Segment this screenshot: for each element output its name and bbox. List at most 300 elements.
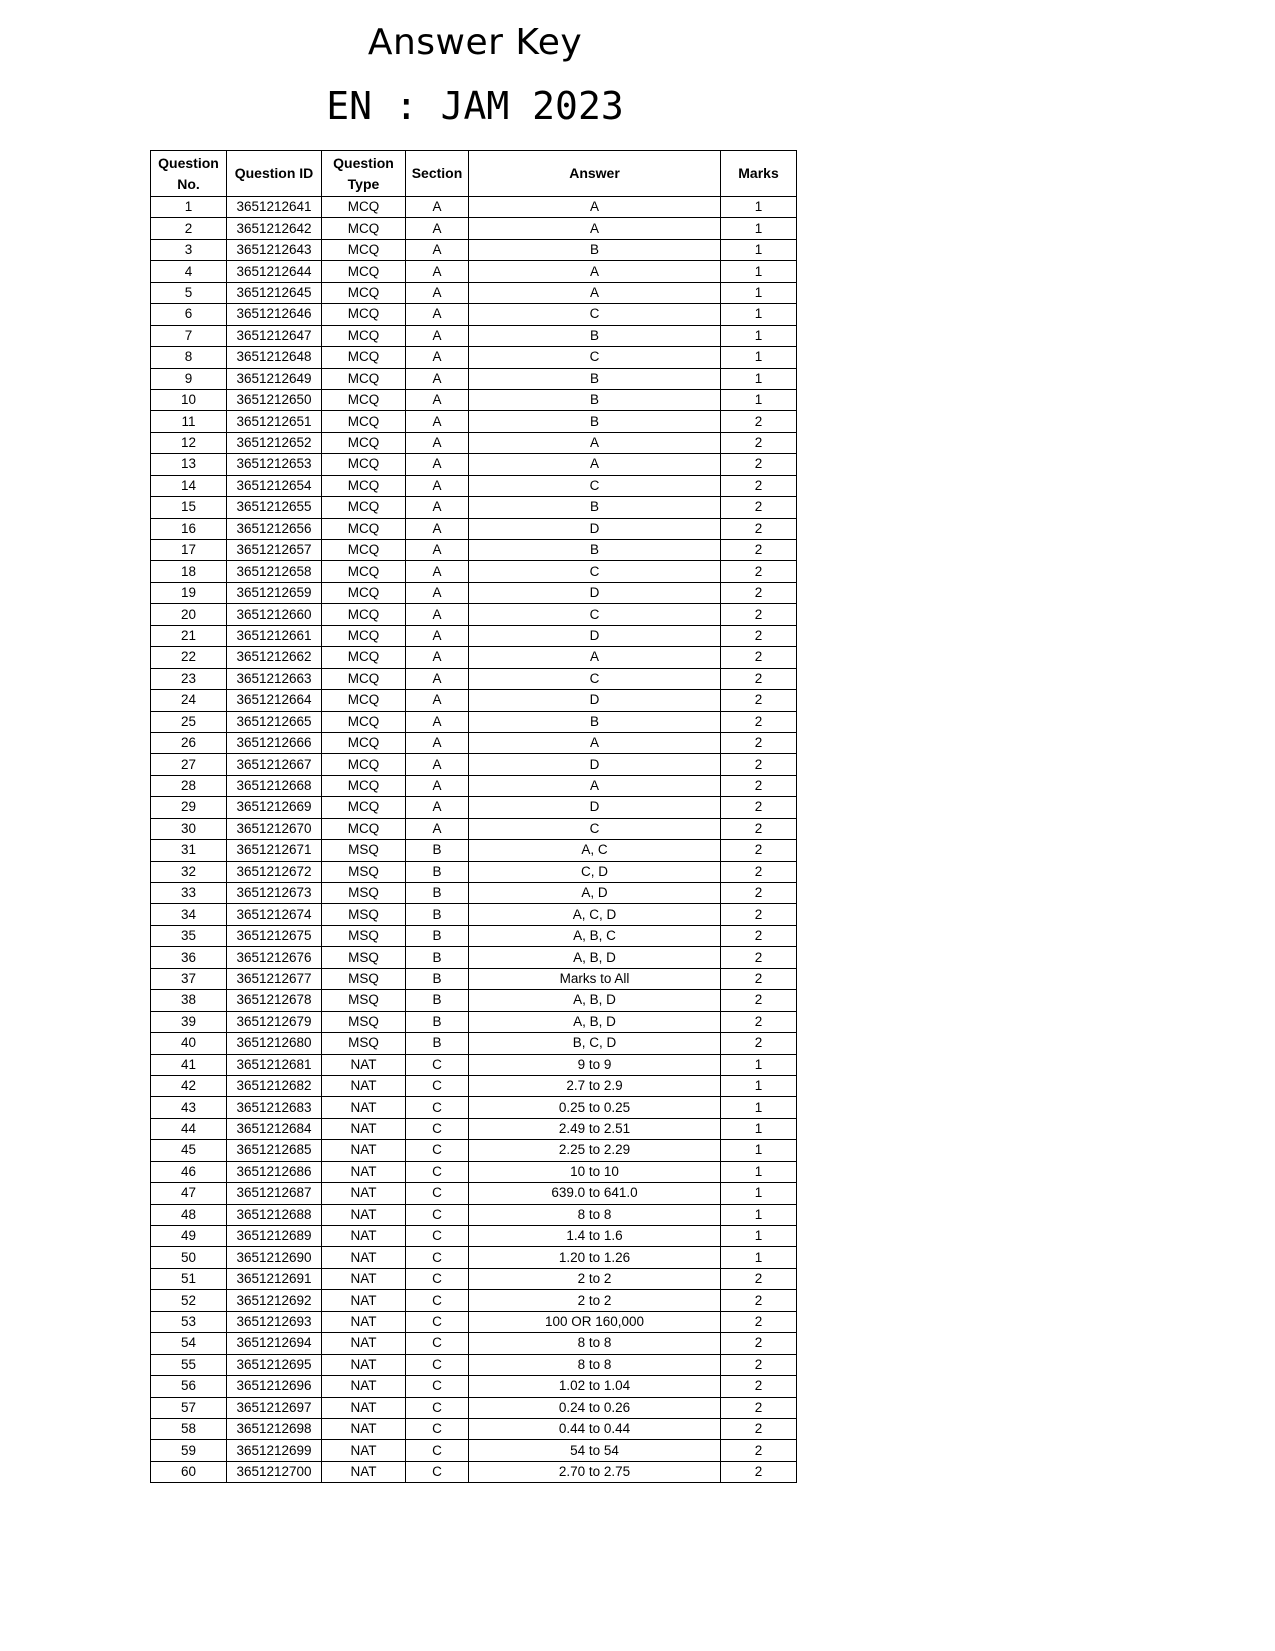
table-row: [151, 282, 797, 303]
cell-marks: 2: [721, 883, 797, 904]
cell-marks: 2: [721, 968, 797, 989]
table-row: [151, 647, 797, 668]
cell-question-no: 29: [151, 797, 227, 818]
cell-question-type: MCQ: [322, 389, 406, 410]
cell-question-type: NAT: [322, 1118, 406, 1139]
page-title: Answer Key: [367, 22, 583, 63]
cell-question-type: MSQ: [322, 925, 406, 946]
cell-section: C: [406, 1075, 469, 1096]
cell-question-id: 3651212649: [227, 368, 322, 389]
cell-question-no: 34: [151, 904, 227, 925]
table-row: [151, 1397, 797, 1418]
cell-question-type: MCQ: [322, 711, 406, 732]
cell-section: C: [406, 1118, 469, 1139]
cell-question-type: NAT: [322, 1161, 406, 1182]
table-row: [151, 861, 797, 882]
cell-question-type: MCQ: [322, 775, 406, 796]
cell-marks: 2: [721, 1354, 797, 1375]
cell-question-type: MCQ: [322, 818, 406, 839]
cell-question-id: 3651212653: [227, 454, 322, 475]
cell-section: A: [406, 797, 469, 818]
table-row: [151, 904, 797, 925]
table-row: [151, 218, 797, 239]
cell-section: A: [406, 582, 469, 603]
table-row: [151, 797, 797, 818]
table-row: [151, 1268, 797, 1289]
cell-section: A: [406, 818, 469, 839]
cell-question-type: NAT: [322, 1097, 406, 1118]
cell-question-no: 11: [151, 411, 227, 432]
cell-question-type: MCQ: [322, 732, 406, 753]
table-row: [151, 582, 797, 603]
cell-question-type: NAT: [322, 1354, 406, 1375]
cell-answer: C, D: [469, 861, 721, 882]
cell-marks: 2: [721, 518, 797, 539]
cell-answer: 639.0 to 641.0: [469, 1183, 721, 1204]
table-body: [151, 197, 797, 1483]
cell-question-type: NAT: [322, 1397, 406, 1418]
cell-section: B: [406, 990, 469, 1011]
cell-question-id: 3651212642: [227, 218, 322, 239]
cell-question-id: 3651212689: [227, 1226, 322, 1247]
cell-question-type: MCQ: [322, 261, 406, 282]
cell-marks: 2: [721, 818, 797, 839]
cell-section: C: [406, 1054, 469, 1075]
cell-question-type: MSQ: [322, 1033, 406, 1054]
cell-answer: D: [469, 625, 721, 646]
cell-section: B: [406, 1033, 469, 1054]
table-row: [151, 1118, 797, 1139]
cell-answer: A: [469, 775, 721, 796]
cell-marks: 2: [721, 1011, 797, 1032]
cell-answer: 1.02 to 1.04: [469, 1376, 721, 1397]
cell-question-no: 49: [151, 1226, 227, 1247]
cell-section: C: [406, 1161, 469, 1182]
cell-marks: 2: [721, 561, 797, 582]
cell-question-type: MCQ: [322, 561, 406, 582]
cell-question-id: 3651212664: [227, 690, 322, 711]
cell-answer: A, C: [469, 840, 721, 861]
cell-question-id: 3651212681: [227, 1054, 322, 1075]
cell-question-no: 42: [151, 1075, 227, 1096]
table-row: [151, 1054, 797, 1075]
cell-question-no: 30: [151, 818, 227, 839]
cell-marks: 1: [721, 304, 797, 325]
cell-question-id: 3651212688: [227, 1204, 322, 1225]
cell-question-type: NAT: [322, 1461, 406, 1482]
cell-question-id: 3651212652: [227, 432, 322, 453]
cell-question-type: MSQ: [322, 861, 406, 882]
cell-question-id: 3651212663: [227, 668, 322, 689]
cell-question-id: 3651212691: [227, 1268, 322, 1289]
cell-question-id: 3651212690: [227, 1247, 322, 1268]
cell-answer: B: [469, 239, 721, 260]
table-row: [151, 432, 797, 453]
cell-section: B: [406, 861, 469, 882]
cell-question-type: MSQ: [322, 968, 406, 989]
cell-question-id: 3651212641: [227, 197, 322, 218]
header-question-no: Question No.: [151, 151, 227, 197]
cell-question-id: 3651212646: [227, 304, 322, 325]
cell-question-type: MCQ: [322, 368, 406, 389]
cell-question-type: MCQ: [322, 239, 406, 260]
cell-section: A: [406, 197, 469, 218]
cell-question-no: 33: [151, 883, 227, 904]
cell-question-id: 3651212645: [227, 282, 322, 303]
cell-question-no: 1: [151, 197, 227, 218]
cell-question-id: 3651212683: [227, 1097, 322, 1118]
cell-question-no: 4: [151, 261, 227, 282]
cell-marks: 1: [721, 368, 797, 389]
cell-section: A: [406, 411, 469, 432]
table-row: [151, 925, 797, 946]
answer-key-table: [150, 150, 797, 1483]
cell-section: A: [406, 561, 469, 582]
table-row: [151, 1290, 797, 1311]
table-row: [151, 1354, 797, 1375]
cell-question-no: 32: [151, 861, 227, 882]
cell-marks: 1: [721, 1118, 797, 1139]
cell-section: C: [406, 1226, 469, 1247]
cell-answer: A: [469, 261, 721, 282]
cell-marks: 2: [721, 411, 797, 432]
cell-question-no: 28: [151, 775, 227, 796]
cell-question-type: MCQ: [322, 604, 406, 625]
table-row: [151, 1204, 797, 1225]
cell-marks: 2: [721, 754, 797, 775]
cell-section: A: [406, 497, 469, 518]
cell-marks: 1: [721, 261, 797, 282]
cell-answer: A, B, C: [469, 925, 721, 946]
cell-question-id: 3651212675: [227, 925, 322, 946]
cell-question-no: 21: [151, 625, 227, 646]
cell-question-id: 3651212650: [227, 389, 322, 410]
cell-marks: 2: [721, 668, 797, 689]
table-row: [151, 239, 797, 260]
cell-question-type: MCQ: [322, 411, 406, 432]
cell-question-id: 3651212665: [227, 711, 322, 732]
cell-marks: 2: [721, 711, 797, 732]
cell-question-type: NAT: [322, 1333, 406, 1354]
cell-question-no: 36: [151, 947, 227, 968]
cell-answer: A: [469, 454, 721, 475]
cell-section: A: [406, 475, 469, 496]
cell-answer: A: [469, 732, 721, 753]
cell-section: C: [406, 1290, 469, 1311]
cell-answer: 10 to 10: [469, 1161, 721, 1182]
cell-marks: 1: [721, 1247, 797, 1268]
cell-question-type: MCQ: [322, 497, 406, 518]
cell-question-no: 3: [151, 239, 227, 260]
cell-question-no: 2: [151, 218, 227, 239]
cell-answer: A, B, D: [469, 1011, 721, 1032]
table-row: [151, 197, 797, 218]
cell-section: B: [406, 925, 469, 946]
table-row: [151, 1440, 797, 1461]
cell-section: A: [406, 454, 469, 475]
cell-question-id: 3651212677: [227, 968, 322, 989]
cell-question-id: 3651212680: [227, 1033, 322, 1054]
cell-section: A: [406, 732, 469, 753]
cell-answer: 2.70 to 2.75: [469, 1461, 721, 1482]
cell-question-no: 59: [151, 1440, 227, 1461]
cell-section: C: [406, 1418, 469, 1439]
cell-question-id: 3651212692: [227, 1290, 322, 1311]
header-section: Section: [406, 151, 469, 197]
table-row: [151, 1333, 797, 1354]
cell-question-type: MCQ: [322, 282, 406, 303]
table-row: [151, 1247, 797, 1268]
cell-answer: 54 to 54: [469, 1440, 721, 1461]
cell-question-no: 5: [151, 282, 227, 303]
table-row: [151, 497, 797, 518]
cell-answer: A: [469, 432, 721, 453]
cell-section: B: [406, 968, 469, 989]
cell-marks: 2: [721, 647, 797, 668]
table-row: [151, 1075, 797, 1096]
table-row: [151, 1140, 797, 1161]
table-row: [151, 947, 797, 968]
cell-section: C: [406, 1333, 469, 1354]
cell-answer: 8 to 8: [469, 1204, 721, 1225]
cell-question-id: 3651212671: [227, 840, 322, 861]
cell-marks: 1: [721, 1183, 797, 1204]
cell-marks: 1: [721, 218, 797, 239]
cell-question-type: NAT: [322, 1247, 406, 1268]
cell-question-id: 3651212679: [227, 1011, 322, 1032]
cell-question-type: NAT: [322, 1183, 406, 1204]
cell-question-type: MCQ: [322, 218, 406, 239]
cell-answer: 8 to 8: [469, 1333, 721, 1354]
cell-marks: 2: [721, 947, 797, 968]
table-header-row: [151, 151, 797, 197]
cell-section: A: [406, 389, 469, 410]
cell-question-no: 12: [151, 432, 227, 453]
cell-question-type: MCQ: [322, 432, 406, 453]
cell-marks: 2: [721, 1311, 797, 1332]
table-row: [151, 325, 797, 346]
cell-question-type: MCQ: [322, 754, 406, 775]
cell-question-no: 31: [151, 840, 227, 861]
cell-answer: D: [469, 797, 721, 818]
cell-answer: 100 OR 160,000: [469, 1311, 721, 1332]
cell-question-id: 3651212648: [227, 347, 322, 368]
cell-marks: 2: [721, 1033, 797, 1054]
cell-question-no: 52: [151, 1290, 227, 1311]
cell-answer: 0.24 to 0.26: [469, 1397, 721, 1418]
cell-answer: B: [469, 497, 721, 518]
table-row: [151, 1311, 797, 1332]
table-row: [151, 1183, 797, 1204]
table-row: [151, 604, 797, 625]
cell-marks: 2: [721, 990, 797, 1011]
cell-marks: 1: [721, 389, 797, 410]
cell-answer: A: [469, 197, 721, 218]
table-row: [151, 775, 797, 796]
cell-marks: 2: [721, 732, 797, 753]
cell-question-no: 19: [151, 582, 227, 603]
cell-question-type: MCQ: [322, 582, 406, 603]
cell-question-type: NAT: [322, 1226, 406, 1247]
table-row: [151, 1011, 797, 1032]
cell-marks: 2: [721, 1440, 797, 1461]
cell-question-no: 23: [151, 668, 227, 689]
cell-question-id: 3651212685: [227, 1140, 322, 1161]
cell-question-no: 55: [151, 1354, 227, 1375]
cell-answer: D: [469, 690, 721, 711]
cell-question-no: 9: [151, 368, 227, 389]
cell-question-id: 3651212657: [227, 540, 322, 561]
cell-question-id: 3651212669: [227, 797, 322, 818]
cell-question-type: NAT: [322, 1440, 406, 1461]
cell-marks: 1: [721, 325, 797, 346]
cell-marks: 2: [721, 582, 797, 603]
cell-question-no: 16: [151, 518, 227, 539]
cell-question-type: NAT: [322, 1418, 406, 1439]
cell-question-id: 3651212678: [227, 990, 322, 1011]
cell-question-id: 3651212662: [227, 647, 322, 668]
cell-section: C: [406, 1440, 469, 1461]
cell-marks: 2: [721, 604, 797, 625]
table-row: [151, 1376, 797, 1397]
cell-section: C: [406, 1268, 469, 1289]
cell-question-no: 10: [151, 389, 227, 410]
cell-question-no: 13: [151, 454, 227, 475]
cell-question-no: 15: [151, 497, 227, 518]
cell-answer: A, B, D: [469, 990, 721, 1011]
cell-answer: B: [469, 389, 721, 410]
table-row: [151, 1161, 797, 1182]
cell-answer: B: [469, 368, 721, 389]
cell-marks: 1: [721, 1204, 797, 1225]
cell-question-no: 8: [151, 347, 227, 368]
cell-question-type: NAT: [322, 1204, 406, 1225]
cell-question-id: 3651212667: [227, 754, 322, 775]
cell-question-type: MCQ: [322, 668, 406, 689]
cell-question-id: 3651212686: [227, 1161, 322, 1182]
cell-answer: 2.49 to 2.51: [469, 1118, 721, 1139]
cell-question-type: MCQ: [322, 797, 406, 818]
cell-question-no: 40: [151, 1033, 227, 1054]
cell-question-id: 3651212694: [227, 1333, 322, 1354]
table-row: [151, 411, 797, 432]
cell-section: A: [406, 347, 469, 368]
cell-answer: D: [469, 754, 721, 775]
cell-marks: 2: [721, 454, 797, 475]
cell-question-type: MSQ: [322, 904, 406, 925]
cell-question-no: 60: [151, 1461, 227, 1482]
cell-question-id: 3651212670: [227, 818, 322, 839]
cell-answer: B: [469, 325, 721, 346]
table-row: [151, 561, 797, 582]
cell-answer: Marks to All: [469, 968, 721, 989]
cell-marks: 2: [721, 1397, 797, 1418]
cell-marks: 1: [721, 1226, 797, 1247]
cell-section: A: [406, 604, 469, 625]
cell-question-id: 3651212696: [227, 1376, 322, 1397]
cell-section: A: [406, 518, 469, 539]
cell-answer: 2 to 2: [469, 1290, 721, 1311]
cell-question-type: MSQ: [322, 1011, 406, 1032]
cell-section: A: [406, 368, 469, 389]
cell-question-id: 3651212674: [227, 904, 322, 925]
cell-answer: B: [469, 411, 721, 432]
cell-question-no: 37: [151, 968, 227, 989]
cell-answer: 1.4 to 1.6: [469, 1226, 721, 1247]
cell-marks: 2: [721, 690, 797, 711]
cell-section: B: [406, 947, 469, 968]
table-row: [151, 518, 797, 539]
cell-answer: 2.25 to 2.29: [469, 1140, 721, 1161]
cell-question-type: MSQ: [322, 947, 406, 968]
cell-question-id: 3651212658: [227, 561, 322, 582]
cell-answer: 1.20 to 1.26: [469, 1247, 721, 1268]
cell-answer: 8 to 8: [469, 1354, 721, 1375]
cell-marks: 2: [721, 497, 797, 518]
cell-question-no: 47: [151, 1183, 227, 1204]
cell-question-type: MCQ: [322, 454, 406, 475]
cell-answer: C: [469, 475, 721, 496]
cell-question-id: 3651212644: [227, 261, 322, 282]
cell-question-id: 3651212684: [227, 1118, 322, 1139]
cell-marks: 2: [721, 1268, 797, 1289]
cell-question-type: NAT: [322, 1268, 406, 1289]
cell-question-no: 53: [151, 1311, 227, 1332]
cell-marks: 1: [721, 1161, 797, 1182]
cell-question-type: MCQ: [322, 304, 406, 325]
exam-subtitle: EN : JAM 2023: [326, 84, 624, 128]
cell-question-id: 3651212695: [227, 1354, 322, 1375]
table-row: [151, 883, 797, 904]
cell-section: A: [406, 668, 469, 689]
cell-question-no: 45: [151, 1140, 227, 1161]
cell-answer: A: [469, 282, 721, 303]
cell-question-no: 26: [151, 732, 227, 753]
cell-question-id: 3651212672: [227, 861, 322, 882]
cell-answer: 9 to 9: [469, 1054, 721, 1075]
table-row: [151, 1226, 797, 1247]
cell-section: C: [406, 1376, 469, 1397]
cell-answer: A, D: [469, 883, 721, 904]
cell-section: B: [406, 840, 469, 861]
cell-question-type: MSQ: [322, 840, 406, 861]
header-question-type: Question Type: [322, 151, 406, 197]
table-row: [151, 347, 797, 368]
cell-section: C: [406, 1097, 469, 1118]
cell-section: C: [406, 1204, 469, 1225]
cell-section: A: [406, 261, 469, 282]
cell-marks: 1: [721, 239, 797, 260]
table-row: [151, 690, 797, 711]
cell-answer: D: [469, 518, 721, 539]
cell-marks: 1: [721, 282, 797, 303]
cell-question-type: MCQ: [322, 475, 406, 496]
cell-question-no: 38: [151, 990, 227, 1011]
cell-question-id: 3651212647: [227, 325, 322, 346]
table-row: [151, 1418, 797, 1439]
cell-marks: 2: [721, 1333, 797, 1354]
cell-question-id: 3651212651: [227, 411, 322, 432]
cell-question-id: 3651212661: [227, 625, 322, 646]
cell-question-id: 3651212656: [227, 518, 322, 539]
table-row: [151, 668, 797, 689]
cell-question-id: 3651212655: [227, 497, 322, 518]
cell-section: C: [406, 1247, 469, 1268]
cell-question-no: 58: [151, 1418, 227, 1439]
cell-section: A: [406, 690, 469, 711]
cell-section: C: [406, 1354, 469, 1375]
cell-section: A: [406, 218, 469, 239]
